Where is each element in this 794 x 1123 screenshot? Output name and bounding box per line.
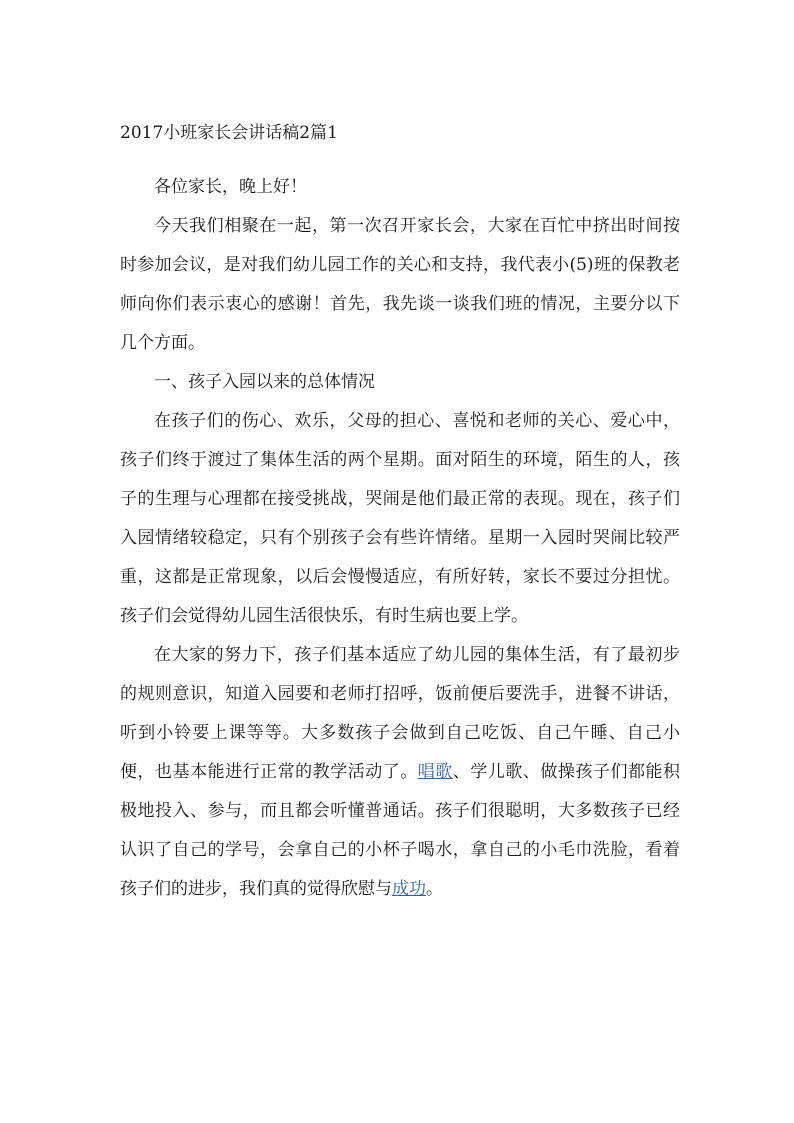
progress-paragraph bbox=[120, 636, 680, 909]
success-link[interactable]: 成功 bbox=[392, 879, 426, 899]
overview-paragraph: 在孩子们的伤心、欢乐，父母的担心、喜悦和老师的关心、爱心中，孩子们终于渡过了集体生活的两个星期。面对陌生的环境，陌生的人，孩子的生理与心理都在接受挑战，哭闹是他们最正常的表现。现在，孩子们入园情绪较稳定，只有个别孩子会有些许情绪。星期一入园时哭闹比较严重，这都是正常现象，以后会慢慢适应，有所好转，家长不要过分担忧。孩子们会觉得幼儿园生活很快乐，有时生病也要上学。 bbox=[120, 411, 680, 626]
intro-paragraph: 今天我们相聚在一起，第一次召开家长会，大家在百忙中挤出时间按时参加会议，是对我们幼儿园工作的关心和支持，我代表小(5)班的保教老师向你们表示衷心的感谢！首先，我先谈一谈我们班的情况，主要分以下几个方面。 bbox=[120, 216, 680, 353]
section-heading: 一、孩子入园以来的总体情况 bbox=[154, 372, 375, 392]
progress-text-part2: 、学儿歌、做操孩子们都能积极地投入、参与，而且都会听懂普通话。孩子们很聪明，大多数孩子已经认识了自己的学号，会拿自己的小杯子喝水，拿自己的小毛巾洗脸，看着孩子们的进步，我们真的觉得欣慰与 bbox=[120, 762, 681, 899]
progress-text-part3: 。 bbox=[426, 879, 443, 899]
singing-link[interactable]: 唱歌 bbox=[417, 762, 453, 782]
document-title: 2017小班家长会讲话稿2篇1 bbox=[120, 123, 338, 143]
document-body bbox=[120, 118, 680, 909]
greeting-paragraph: 各位家长，晚上好！ bbox=[154, 177, 307, 197]
progress-text-part1: 在大家的努力下，孩子们基本适应了幼儿园的集体生活，有了最初步的规则意识，知道入园要和老师打招呼，饭前便后要洗手，进餐不讲话，听到小铃要上课等等。大多数孩子会做到自己吃饭、自己午睡、自己小便，也基本能进行正常的教学活动了。 bbox=[120, 645, 680, 782]
